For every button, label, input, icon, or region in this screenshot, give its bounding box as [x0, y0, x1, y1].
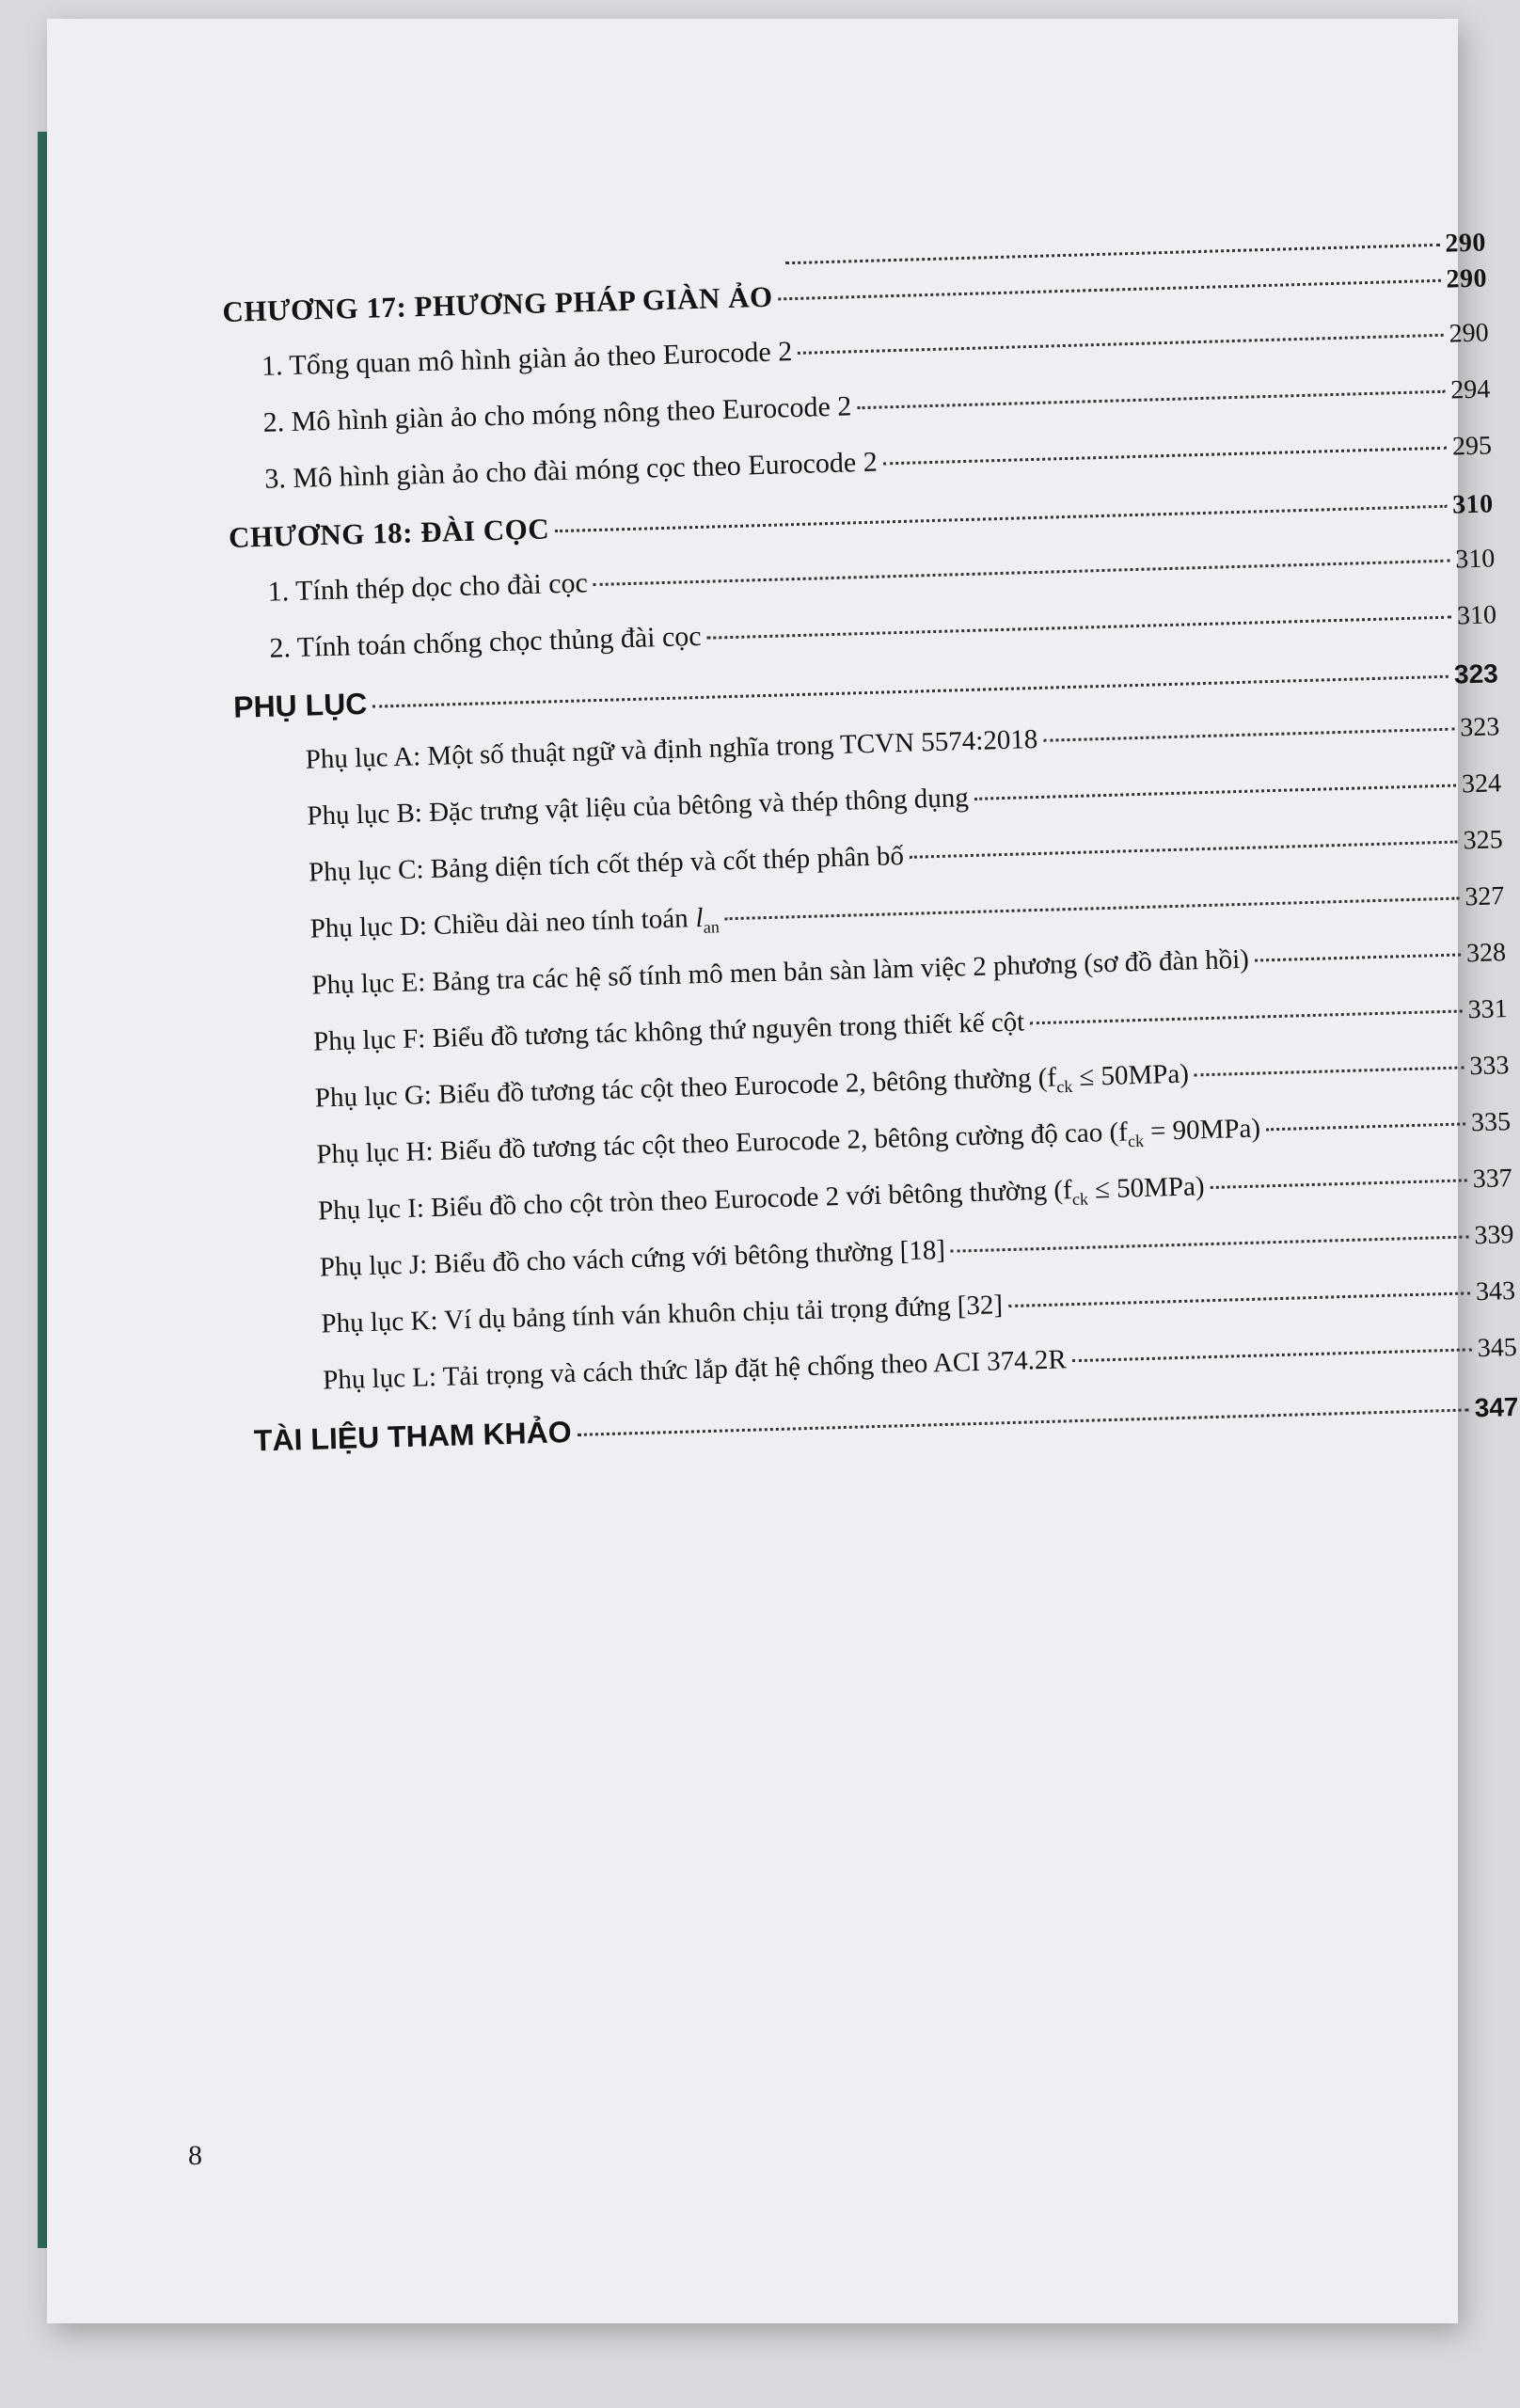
leader-dots [578, 1408, 1469, 1435]
top-page-ref: 290 [1444, 228, 1487, 259]
toc-entry-title-text: Phụ lục I: Biểu đồ cho cột tròn theo Eurocode 2 với bêtông thường (f [317, 1175, 1073, 1227]
toc-entry-page: 339 [1473, 1220, 1514, 1251]
table-of-contents [221, 228, 1520, 1480]
toc-entry-page: 310 [1454, 544, 1496, 575]
toc-entry-title-text: 2. Tính toán chống chọc thủng đài cọc [268, 620, 703, 664]
leader-dots [1008, 1291, 1470, 1307]
toc-entry-title-tail: ≤ 50MPa) [1071, 1058, 1190, 1093]
leader-dots [1043, 728, 1454, 742]
leader-dots [707, 616, 1451, 640]
leader-dots [1255, 953, 1461, 961]
toc-entry-title-text: CHƯƠNG 17: PHƯƠNG PHÁP GIÀN ẢO [221, 279, 774, 328]
toc-entry-title-tail: ≤ 50MPa) [1087, 1171, 1205, 1205]
leader-dots [555, 505, 1447, 532]
leader-dots [883, 447, 1447, 466]
leader-dots [1266, 1122, 1465, 1131]
leader-dots [857, 390, 1445, 409]
toc-entry-title-subscript: ck [1071, 1189, 1089, 1209]
toc-entry-title-text: Phụ lục G: Biểu đồ tương tác cột theo Eurocode 2, bêtông thường (f [314, 1062, 1057, 1114]
toc-entry-page: 324 [1461, 768, 1502, 800]
toc-entry-page: 325 [1463, 825, 1504, 856]
toc-entry-title-text: Phụ lục B: Đặc trưng vật liệu của bêtông và thép thông dụng [306, 783, 970, 832]
toc-entry-page: 290 [1446, 263, 1488, 294]
toc-entry-title-text: Phụ lục C: Bảng diện tích cốt thép và cốt thép phân bố [308, 840, 905, 888]
toc-entry-title-text: PHỤ LỤC [232, 686, 368, 724]
leader-dots [725, 897, 1460, 921]
toc-entry-title-text: 2. Mô hình giàn ảo cho móng nông theo Eurocode 2 [262, 390, 852, 438]
book-page [47, 19, 1519, 2323]
toc-entry-page: 335 [1470, 1107, 1512, 1138]
toc-list [222, 260, 1520, 1480]
leader-dots [974, 784, 1456, 800]
toc-entry-title-subscript: ck [1056, 1076, 1073, 1097]
toc-entry-title-subscript: an [703, 917, 720, 937]
toc-entry-title-tail: = 90MPa) [1143, 1113, 1261, 1147]
leader-dots [594, 560, 1450, 586]
toc-entry-page: 323 [1459, 712, 1500, 743]
toc-entry-page: 310 [1451, 489, 1495, 520]
leader-dots [798, 334, 1443, 355]
toc-entry-title-text: Phụ lục F: Biểu đồ tương tác không thứ nguyên trong thiết kế cột [312, 1006, 1025, 1057]
toc-entry-page: 290 [1449, 318, 1490, 349]
toc-entry-title-text: CHƯƠNG 18: ĐÀI CỌC [228, 512, 550, 554]
toc-entry-page: 294 [1449, 374, 1491, 405]
toc-entry-page: 327 [1464, 881, 1505, 912]
leader-dots [1211, 1179, 1467, 1189]
page-number: 8 [188, 2140, 202, 2171]
toc-entry-title-text: Phụ lục J: Biểu đồ cho vách cứng với bêtông thường [18] [319, 1234, 946, 1283]
toc-entry-title-text: Phụ lục L: Tải trọng và cách thức lắp đặt hệ chống theo ACI 374.2R [322, 1344, 1068, 1396]
toc-entry-title-subscript: ck [1127, 1131, 1145, 1151]
leader-dots [1030, 1009, 1463, 1024]
toc-entry-page: 328 [1465, 938, 1507, 969]
leader-dots [1072, 1348, 1472, 1362]
toc-entry-title-text: TÀI LIỆU THAM KHẢO [253, 1415, 573, 1458]
toc-entry-page: 323 [1453, 658, 1499, 689]
leader-dots [951, 1235, 1468, 1252]
toc-entry-page: 343 [1475, 1276, 1516, 1307]
toc-entry-page: 337 [1472, 1164, 1513, 1195]
leader-dots [910, 841, 1458, 859]
leader-dots [779, 279, 1441, 301]
toc-entry-title-text: Phụ lục E: Bảng tra các hệ số tính mô men bản sàn làm việc 2 phương (sơ đồ đàn hồi) [311, 943, 1250, 1001]
toc-entry-page: 345 [1477, 1332, 1518, 1364]
toc-entry-page: 310 [1456, 600, 1497, 631]
toc-entry-page: 295 [1451, 431, 1493, 462]
toc-entry-page: 333 [1468, 1051, 1510, 1082]
toc-entry-page: 331 [1467, 994, 1509, 1025]
toc-entry-title-text: 3. Mô hình giàn ảo cho đài móng cọc theo Eurocode 2 [263, 446, 879, 495]
toc-entry-title-text: Phụ lục A: Một số thuật ngữ và định nghĩa trong TCVN 5574:2018 [305, 723, 1038, 775]
toc-entry-title-var: l [695, 902, 705, 934]
toc-entry-title-text: Phụ lục H: Biểu đồ tương tác cột theo Eurocode 2, bêtông cường độ cao (f [316, 1117, 1129, 1170]
toc-entry-title [233, 687, 368, 725]
toc-entry-title-text: Phụ lục K: Ví dụ bảng tính ván khuôn chịu tải trọng đứng [32] [321, 1290, 1004, 1339]
toc-entry-title-text: 1. Tính thép dọc cho đài cọc [267, 567, 589, 608]
toc-entry-title-text: Phụ lục D: Chiều dài neo tính toán [309, 903, 689, 944]
leader-dots [1195, 1066, 1465, 1076]
toc-entry-title-text: 1. Tổng quan mô hình giàn ảo theo Eurocode 2 [261, 336, 793, 382]
toc-entry-page: 347 [1474, 1391, 1519, 1423]
